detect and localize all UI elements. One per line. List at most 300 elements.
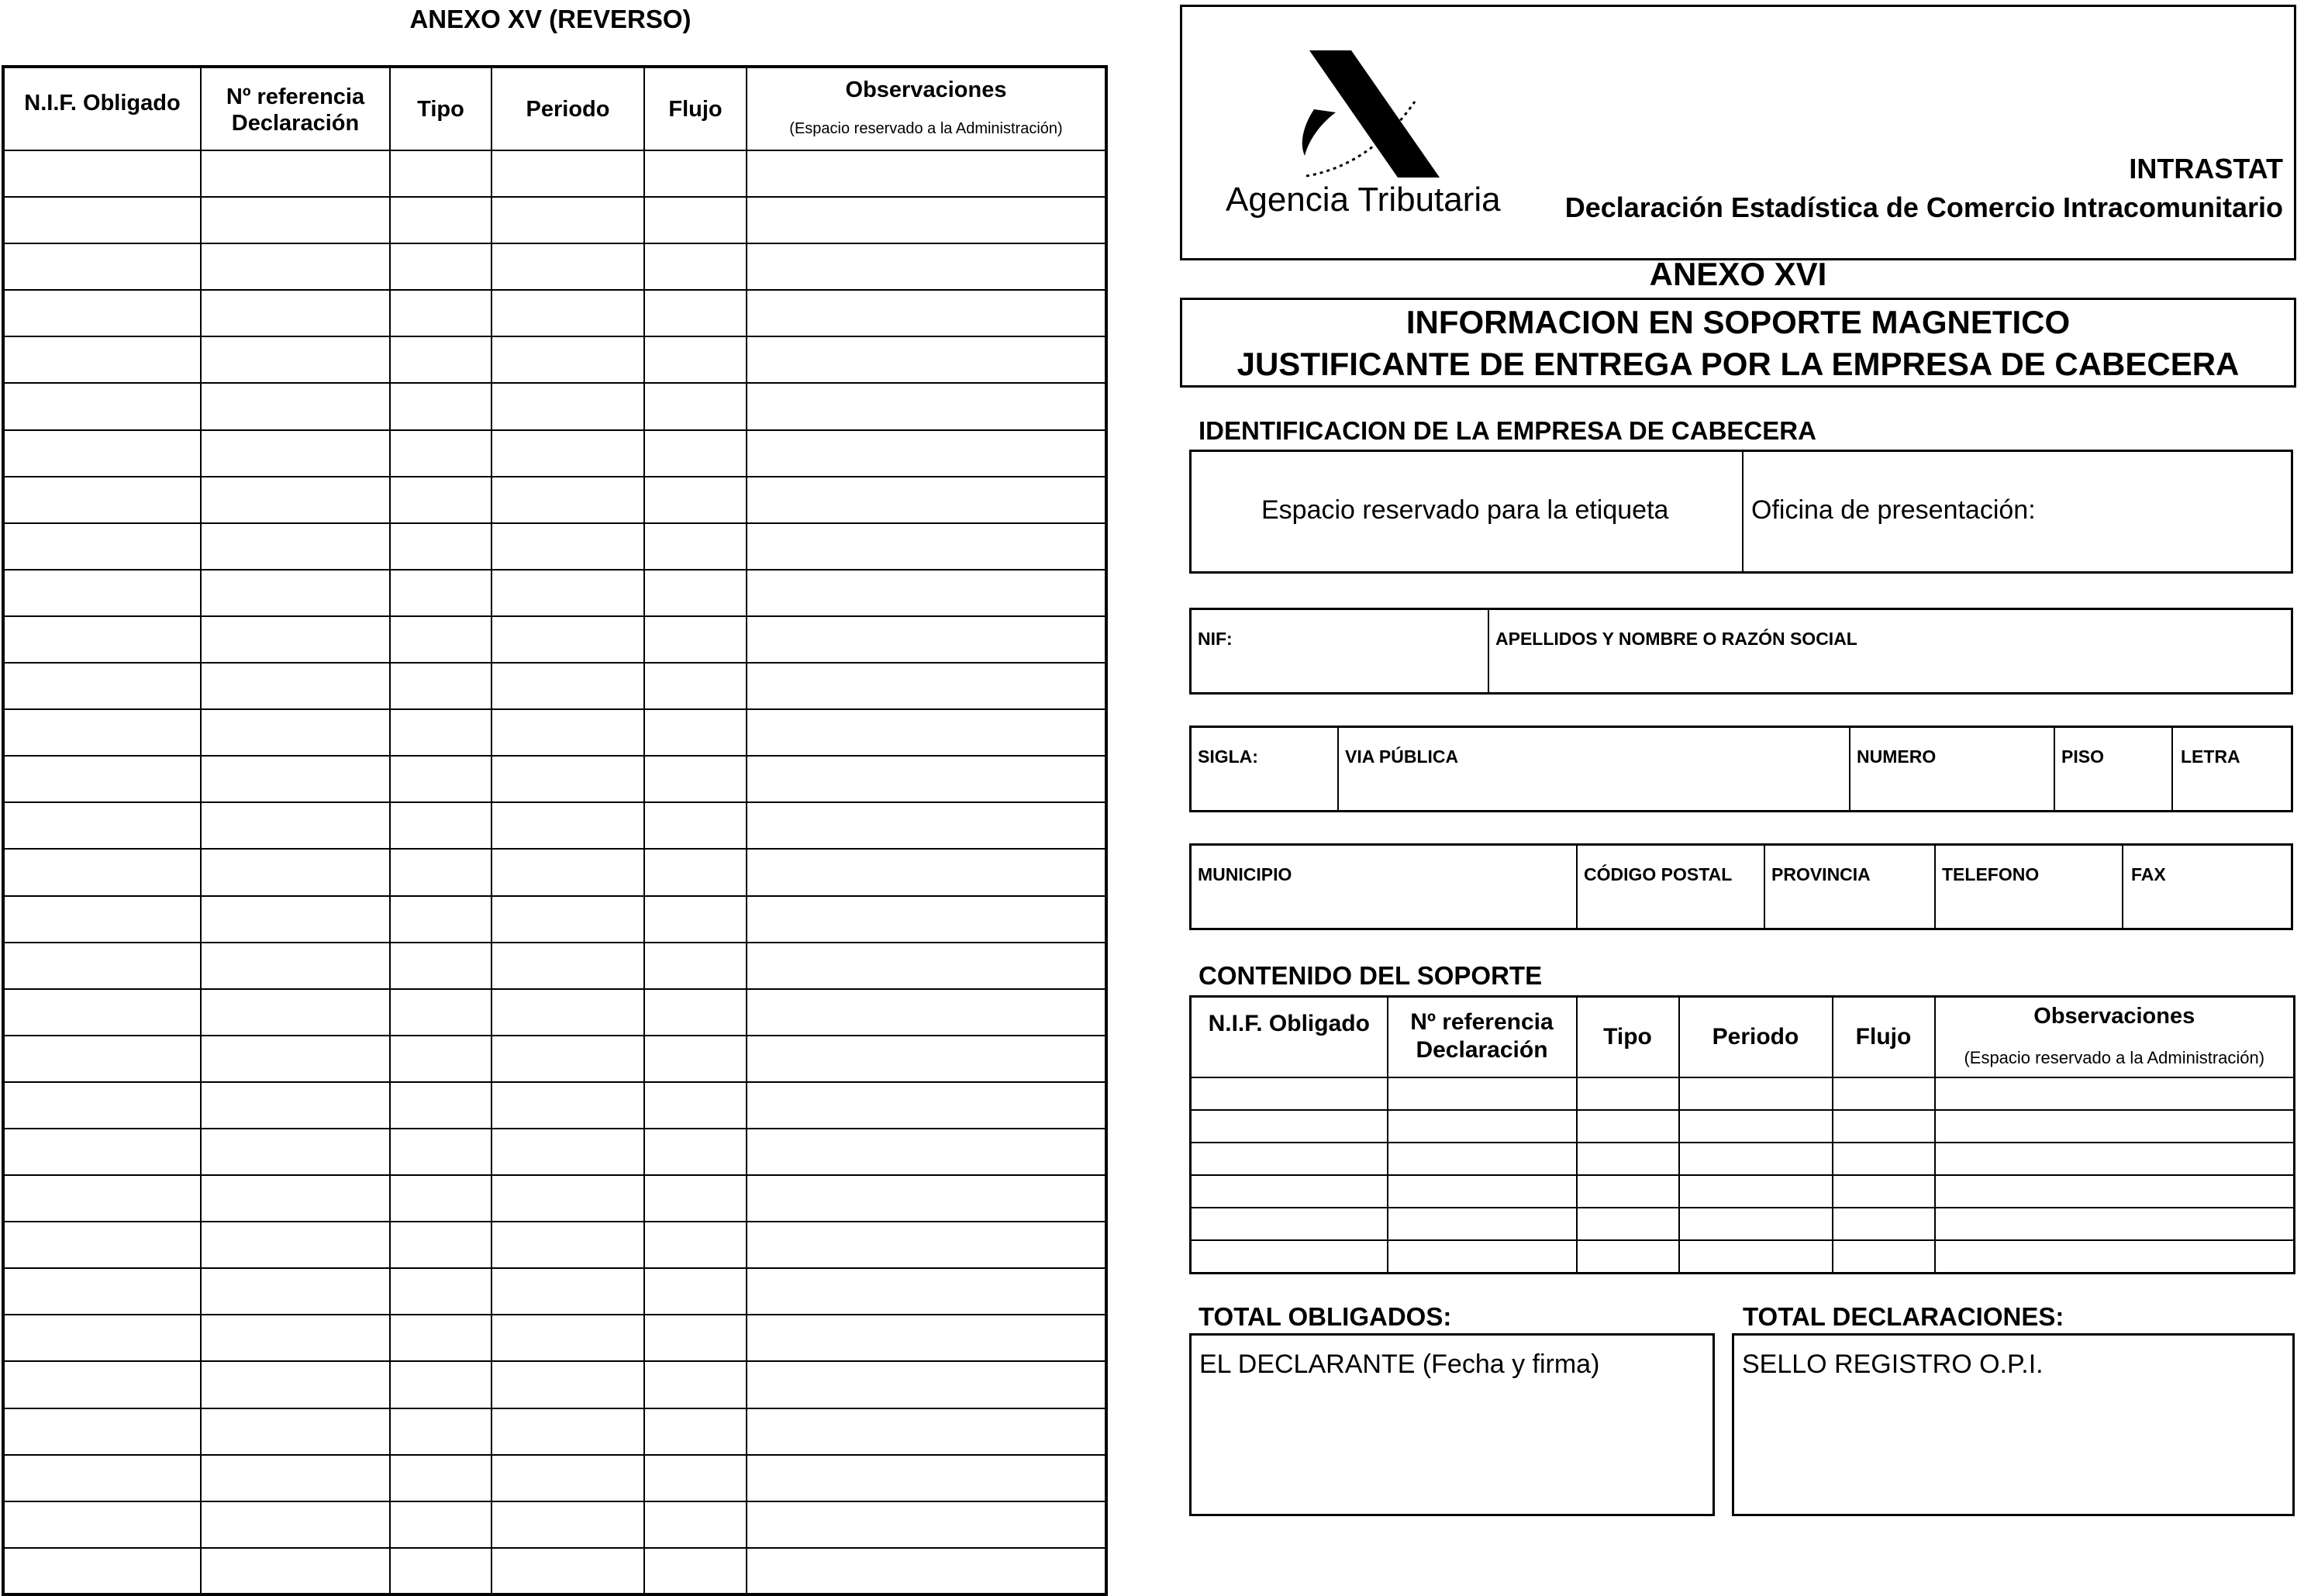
table-cell[interactable] <box>644 1175 747 1222</box>
header-periodo: Periodo <box>491 67 644 150</box>
table-cell[interactable] <box>491 336 644 383</box>
table-cell[interactable] <box>747 663 1106 709</box>
field-provincia-label: PROVINCIA <box>1771 864 1871 884</box>
table-cell[interactable] <box>201 1036 390 1082</box>
table-cell[interactable] <box>1388 1110 1577 1143</box>
table-cell[interactable] <box>1935 1110 2295 1143</box>
table-cell[interactable] <box>201 1082 390 1129</box>
table-cell[interactable] <box>201 243 390 290</box>
table-cell[interactable] <box>644 1501 747 1548</box>
table-cell[interactable] <box>390 896 491 943</box>
table-cell[interactable] <box>747 570 1106 616</box>
table-cell[interactable] <box>390 663 491 709</box>
table-cell[interactable] <box>3 290 201 336</box>
header-observaciones <box>747 67 1106 150</box>
contents-table-body <box>1191 1077 2295 1274</box>
table-row <box>1191 1110 2295 1143</box>
table-cell[interactable] <box>747 1222 1106 1268</box>
header-ref-line1: Nº referencia <box>1410 1009 1554 1035</box>
table-cell[interactable] <box>747 1455 1106 1501</box>
table-cell[interactable] <box>1577 1175 1679 1208</box>
table-cell[interactable] <box>1388 1240 1577 1273</box>
intrastat-label: INTRASTAT <box>2129 153 2283 184</box>
total-declaraciones-label: TOTAL DECLARACIONES: <box>1743 1302 2064 1331</box>
info-title-line2: JUSTIFICANTE DE ENTREGA POR LA EMPRESA DE CABECERA <box>1237 346 2240 382</box>
table-cell[interactable] <box>644 477 747 523</box>
table-cell[interactable] <box>747 1501 1106 1548</box>
table-cell[interactable] <box>201 477 390 523</box>
office-label: Oficina de presentación: <box>1751 495 2036 525</box>
table-cell[interactable] <box>644 150 747 197</box>
table-cell[interactable] <box>1577 1110 1679 1143</box>
table-cell[interactable] <box>747 383 1106 429</box>
table-cell[interactable] <box>1388 1208 1577 1240</box>
table-cell[interactable] <box>3 570 201 616</box>
table-cell[interactable] <box>3 477 201 523</box>
table-cell[interactable] <box>747 523 1106 570</box>
table-cell[interactable] <box>390 1036 491 1082</box>
contents-heading: CONTENIDO DEL SOPORTE <box>1199 961 1543 990</box>
table-cell[interactable] <box>747 336 1106 383</box>
table-cell[interactable] <box>747 1361 1106 1408</box>
table-cell[interactable] <box>3 756 201 802</box>
table-cell[interactable] <box>390 197 491 243</box>
table-cell[interactable] <box>390 1175 491 1222</box>
table-header-row <box>1191 997 2295 1077</box>
table-cell[interactable] <box>747 477 1106 523</box>
table-cell[interactable] <box>390 336 491 383</box>
field-divider <box>1764 846 1765 928</box>
table-cell[interactable] <box>1577 1077 1679 1110</box>
table-cell[interactable] <box>747 1082 1106 1129</box>
table-cell[interactable] <box>390 243 491 290</box>
table-cell[interactable] <box>644 243 747 290</box>
table-cell[interactable] <box>644 896 747 943</box>
table-cell[interactable] <box>390 709 491 756</box>
table-cell[interactable] <box>1833 1143 1935 1175</box>
table-cell[interactable] <box>390 1361 491 1408</box>
table-cell[interactable] <box>201 616 390 663</box>
table-cell[interactable] <box>390 383 491 429</box>
table-cell[interactable] <box>3 1036 201 1082</box>
table-row <box>3 197 1106 243</box>
table-cell[interactable] <box>1679 1208 1833 1240</box>
table-cell[interactable] <box>3 243 201 290</box>
table-cell[interactable] <box>644 430 747 477</box>
table-cell[interactable] <box>201 1129 390 1175</box>
table-cell[interactable] <box>3 1082 201 1129</box>
table-row <box>3 616 1106 663</box>
table-cell[interactable] <box>3 709 201 756</box>
table-cell[interactable] <box>3 1129 201 1175</box>
table-cell[interactable] <box>201 896 390 943</box>
table-row <box>3 1129 1106 1175</box>
table-cell[interactable] <box>747 756 1106 802</box>
table-cell[interactable] <box>1833 1077 1935 1110</box>
header-nif-obligado: N.I.F. Obligado <box>1191 997 1388 1077</box>
table-row <box>3 989 1106 1036</box>
table-cell[interactable] <box>1577 1240 1679 1273</box>
table-row <box>3 1036 1106 1082</box>
table-cell[interactable] <box>390 1082 491 1129</box>
table-cell[interactable] <box>644 570 747 616</box>
table-cell[interactable] <box>201 336 390 383</box>
table-row <box>3 1222 1106 1268</box>
table-cell[interactable] <box>747 290 1106 336</box>
table-cell[interactable] <box>747 150 1106 197</box>
table-cell[interactable] <box>644 709 747 756</box>
table-cell[interactable] <box>1679 1110 1833 1143</box>
field-cp-label: CÓDIGO POSTAL <box>1584 864 1733 884</box>
table-cell[interactable] <box>747 1036 1106 1082</box>
table-cell[interactable] <box>390 1268 491 1315</box>
table-cell[interactable] <box>3 523 201 570</box>
info-title-box <box>1180 298 2296 388</box>
table-row <box>3 1175 1106 1222</box>
table-cell[interactable] <box>201 1361 390 1408</box>
table-row <box>3 896 1106 943</box>
table-cell[interactable] <box>1679 1240 1833 1273</box>
info-title-line1: INFORMACION EN SOPORTE MAGNETICO <box>1406 304 2071 340</box>
table-cell[interactable] <box>201 1408 390 1455</box>
table-row <box>3 756 1106 802</box>
table-cell[interactable] <box>201 1315 390 1361</box>
table-cell[interactable] <box>390 430 491 477</box>
table-row <box>1191 1077 2295 1110</box>
table-cell[interactable] <box>1191 1110 1388 1143</box>
table-cell[interactable] <box>747 1548 1106 1594</box>
table-cell[interactable] <box>390 523 491 570</box>
table-cell[interactable] <box>644 383 747 429</box>
table-cell[interactable] <box>3 663 201 709</box>
table-cell[interactable] <box>491 1175 644 1222</box>
header-ref-line2: Declaración <box>1416 1037 1548 1063</box>
table-cell[interactable] <box>644 989 747 1036</box>
table-row <box>3 1268 1106 1315</box>
header-ref-line1: Nº referencia <box>226 84 365 109</box>
table-cell[interactable] <box>201 1548 390 1594</box>
table-cell[interactable] <box>644 1548 747 1594</box>
table-cell[interactable] <box>491 1129 644 1175</box>
table-cell[interactable] <box>1935 1143 2295 1175</box>
table-cell[interactable] <box>491 197 644 243</box>
table-cell[interactable] <box>747 243 1106 290</box>
table-cell[interactable] <box>201 1175 390 1222</box>
table-row <box>3 570 1106 616</box>
table-cell[interactable] <box>201 523 390 570</box>
table-cell[interactable] <box>747 1129 1106 1175</box>
table-row <box>3 1455 1106 1501</box>
table-cell[interactable] <box>390 150 491 197</box>
table-cell[interactable] <box>491 477 644 523</box>
table-cell[interactable] <box>491 616 644 663</box>
table-cell[interactable] <box>491 709 644 756</box>
table-cell[interactable] <box>3 1361 201 1408</box>
table-cell[interactable] <box>3 197 201 243</box>
table-cell[interactable] <box>491 1455 644 1501</box>
table-cell[interactable] <box>1191 1175 1388 1208</box>
table-cell[interactable] <box>201 1501 390 1548</box>
table-cell[interactable] <box>491 943 644 989</box>
table-row <box>3 290 1106 336</box>
sello-label: SELLO REGISTRO O.P.I. <box>1742 1350 2044 1379</box>
table-cell[interactable] <box>1191 1143 1388 1175</box>
table-cell[interactable] <box>644 756 747 802</box>
table-cell[interactable] <box>644 1036 747 1082</box>
table-cell[interactable] <box>390 1129 491 1175</box>
table-cell[interactable] <box>3 1408 201 1455</box>
table-row <box>3 336 1106 383</box>
table-cell[interactable] <box>747 802 1106 849</box>
table-cell[interactable] <box>3 989 201 1036</box>
table-cell[interactable] <box>747 616 1106 663</box>
table-cell[interactable] <box>3 896 201 943</box>
table-cell[interactable] <box>644 523 747 570</box>
table-cell[interactable] <box>747 896 1106 943</box>
table-cell[interactable] <box>3 1222 201 1268</box>
field-via-label: VIA PÚBLICA <box>1345 746 1459 767</box>
sello-registro-box <box>1732 1333 2295 1516</box>
table-cell[interactable] <box>3 430 201 477</box>
field-sigla-label: SIGLA: <box>1198 746 1258 767</box>
table-cell[interactable] <box>3 383 201 429</box>
table-cell[interactable] <box>491 849 644 895</box>
table-row <box>3 1361 1106 1408</box>
table-cell[interactable] <box>390 849 491 895</box>
header-obs-subtitle: (Espacio reservado a la Administración) <box>1964 1047 2265 1067</box>
table-cell[interactable] <box>1577 1143 1679 1175</box>
table-cell[interactable] <box>390 1315 491 1361</box>
agency-name: Agencia Tributaria <box>1226 181 1501 219</box>
table-cell[interactable] <box>201 802 390 849</box>
table-cell[interactable] <box>644 616 747 663</box>
header-tipo: Tipo <box>390 67 491 150</box>
table-cell[interactable] <box>390 756 491 802</box>
table-cell[interactable] <box>491 1501 644 1548</box>
table-cell[interactable] <box>1679 1175 1833 1208</box>
header-observaciones <box>1935 997 2295 1077</box>
table-cell[interactable] <box>1388 1175 1577 1208</box>
table-cell[interactable] <box>1388 1077 1577 1110</box>
table-cell[interactable] <box>747 849 1106 895</box>
table-cell[interactable] <box>1577 1208 1679 1240</box>
table-cell[interactable] <box>491 1548 644 1594</box>
table-cell[interactable] <box>3 616 201 663</box>
table-cell[interactable] <box>1833 1110 1935 1143</box>
table-cell[interactable] <box>1833 1175 1935 1208</box>
table-cell[interactable] <box>644 1268 747 1315</box>
header-ref-line2: Declaración <box>231 111 360 136</box>
table-cell[interactable] <box>390 570 491 616</box>
table-cell[interactable] <box>747 1268 1106 1315</box>
table-cell[interactable] <box>644 1361 747 1408</box>
table-cell[interactable] <box>3 943 201 989</box>
table-cell[interactable] <box>390 943 491 989</box>
table-cell[interactable] <box>644 1455 747 1501</box>
table-cell[interactable] <box>3 1455 201 1501</box>
table-cell[interactable] <box>747 709 1106 756</box>
table-cell[interactable] <box>201 430 390 477</box>
table-cell[interactable] <box>1935 1208 2295 1240</box>
table-cell[interactable] <box>644 1082 747 1129</box>
table-cell[interactable] <box>3 1315 201 1361</box>
table-cell[interactable] <box>644 336 747 383</box>
table-cell[interactable] <box>747 943 1106 989</box>
table-cell[interactable] <box>644 849 747 895</box>
table-cell[interactable] <box>1833 1208 1935 1240</box>
header-logo-box <box>1180 5 2296 260</box>
table-row <box>3 943 1106 989</box>
table-cell[interactable] <box>1935 1077 2295 1110</box>
table-row <box>3 1548 1106 1594</box>
declarante-label: EL DECLARANTE (Fecha y firma) <box>1199 1350 1600 1379</box>
table-cell[interactable] <box>644 1408 747 1455</box>
table-cell[interactable] <box>747 197 1106 243</box>
table-cell[interactable] <box>491 570 644 616</box>
table-cell[interactable] <box>201 290 390 336</box>
table-cell[interactable] <box>491 989 644 1036</box>
table-cell[interactable] <box>491 150 644 197</box>
identification-divider <box>1742 452 1744 571</box>
table-cell[interactable] <box>491 1036 644 1082</box>
table-cell[interactable] <box>1935 1175 2295 1208</box>
table-cell[interactable] <box>201 383 390 429</box>
table-row <box>3 709 1106 756</box>
table-cell[interactable] <box>3 802 201 849</box>
table-cell[interactable] <box>747 1315 1106 1361</box>
table-cell[interactable] <box>1679 1143 1833 1175</box>
address-row <box>1189 726 2293 812</box>
table-row <box>3 1408 1106 1455</box>
table-cell[interactable] <box>747 1408 1106 1455</box>
table-cell[interactable] <box>644 1129 747 1175</box>
table-cell[interactable] <box>201 943 390 989</box>
identification-heading: IDENTIFICACION DE LA EMPRESA DE CABECERA <box>1199 416 1816 445</box>
table-cell[interactable] <box>390 616 491 663</box>
table-row <box>3 663 1106 709</box>
table-cell[interactable] <box>491 1361 644 1408</box>
table-cell[interactable] <box>491 802 644 849</box>
table-cell[interactable] <box>491 663 644 709</box>
table-cell[interactable] <box>644 663 747 709</box>
table-cell[interactable] <box>3 1268 201 1315</box>
table-cell[interactable] <box>3 1175 201 1222</box>
header-nif-obligado: N.I.F. Obligado <box>3 67 201 150</box>
table-cell[interactable] <box>390 1455 491 1501</box>
table-cell[interactable] <box>491 243 644 290</box>
table-cell[interactable] <box>491 1408 644 1455</box>
header-tipo: Tipo <box>1577 997 1679 1077</box>
table-row <box>3 150 1106 197</box>
table-cell[interactable] <box>491 1082 644 1129</box>
table-cell[interactable] <box>3 849 201 895</box>
table-cell[interactable] <box>491 383 644 429</box>
table-cell[interactable] <box>1191 1240 1388 1273</box>
table-cell[interactable] <box>201 663 390 709</box>
table-row <box>1191 1208 2295 1240</box>
table-cell[interactable] <box>491 1268 644 1315</box>
table-cell[interactable] <box>491 523 644 570</box>
table-cell[interactable] <box>201 197 390 243</box>
field-letra-label: LETRA <box>2181 746 2240 767</box>
field-piso-label: PISO <box>2061 746 2104 767</box>
table-cell[interactable] <box>491 430 644 477</box>
table-cell[interactable] <box>390 989 491 1036</box>
left-table-body <box>3 150 1106 1594</box>
table-cell[interactable] <box>1191 1208 1388 1240</box>
table-row <box>1191 1240 2295 1273</box>
table-cell[interactable] <box>201 989 390 1036</box>
table-cell[interactable] <box>644 197 747 243</box>
table-cell[interactable] <box>491 756 644 802</box>
table-cell[interactable] <box>747 1175 1106 1222</box>
table-cell[interactable] <box>1935 1240 2295 1273</box>
label-space-text: Espacio reservado para la etiqueta <box>1261 495 1669 525</box>
table-cell[interactable] <box>201 570 390 616</box>
table-cell[interactable] <box>491 1315 644 1361</box>
location-row <box>1189 843 2293 930</box>
table-cell[interactable] <box>1679 1077 1833 1110</box>
table-cell[interactable] <box>390 1222 491 1268</box>
left-declarations-table <box>2 65 1108 1596</box>
table-cell[interactable] <box>1191 1077 1388 1110</box>
table-cell[interactable] <box>644 943 747 989</box>
table-cell[interactable] <box>201 1268 390 1315</box>
table-cell[interactable] <box>644 1222 747 1268</box>
table-cell[interactable] <box>491 1222 644 1268</box>
header-n-referencia <box>201 67 390 150</box>
table-cell[interactable] <box>3 1548 201 1594</box>
table-cell[interactable] <box>201 1222 390 1268</box>
table-row <box>3 383 1106 429</box>
field-nif-label: NIF: <box>1198 629 1233 649</box>
identification-box <box>1189 450 2293 574</box>
table-cell[interactable] <box>201 1455 390 1501</box>
table-cell[interactable] <box>491 896 644 943</box>
table-cell[interactable] <box>3 150 201 197</box>
table-cell[interactable] <box>390 477 491 523</box>
table-cell[interactable] <box>390 1501 491 1548</box>
header-obs-subtitle: (Espacio reservado a la Administración) <box>789 119 1063 137</box>
declarante-signature-box <box>1189 1333 1715 1516</box>
table-cell[interactable] <box>491 290 644 336</box>
left-page-title: ANEXO XV (REVERSO) <box>409 5 692 33</box>
table-cell[interactable] <box>201 756 390 802</box>
table-cell[interactable] <box>201 709 390 756</box>
table-cell[interactable] <box>390 1548 491 1594</box>
table-cell[interactable] <box>1388 1143 1577 1175</box>
table-cell[interactable] <box>390 290 491 336</box>
header-periodo: Periodo <box>1679 997 1833 1077</box>
table-cell[interactable] <box>644 802 747 849</box>
table-cell[interactable] <box>644 290 747 336</box>
table-cell[interactable] <box>201 849 390 895</box>
table-cell[interactable] <box>747 989 1106 1036</box>
table-row <box>3 243 1106 290</box>
field-divider <box>1576 846 1578 928</box>
table-header-row <box>3 67 1106 150</box>
table-cell[interactable] <box>3 336 201 383</box>
table-cell[interactable] <box>201 150 390 197</box>
header-flujo: Flujo <box>1833 997 1935 1077</box>
table-row <box>3 523 1106 570</box>
table-cell[interactable] <box>390 802 491 849</box>
table-cell[interactable] <box>390 1408 491 1455</box>
table-cell[interactable] <box>3 1501 201 1548</box>
table-cell[interactable] <box>747 430 1106 477</box>
table-cell[interactable] <box>644 1315 747 1361</box>
table-cell[interactable] <box>1833 1240 1935 1273</box>
